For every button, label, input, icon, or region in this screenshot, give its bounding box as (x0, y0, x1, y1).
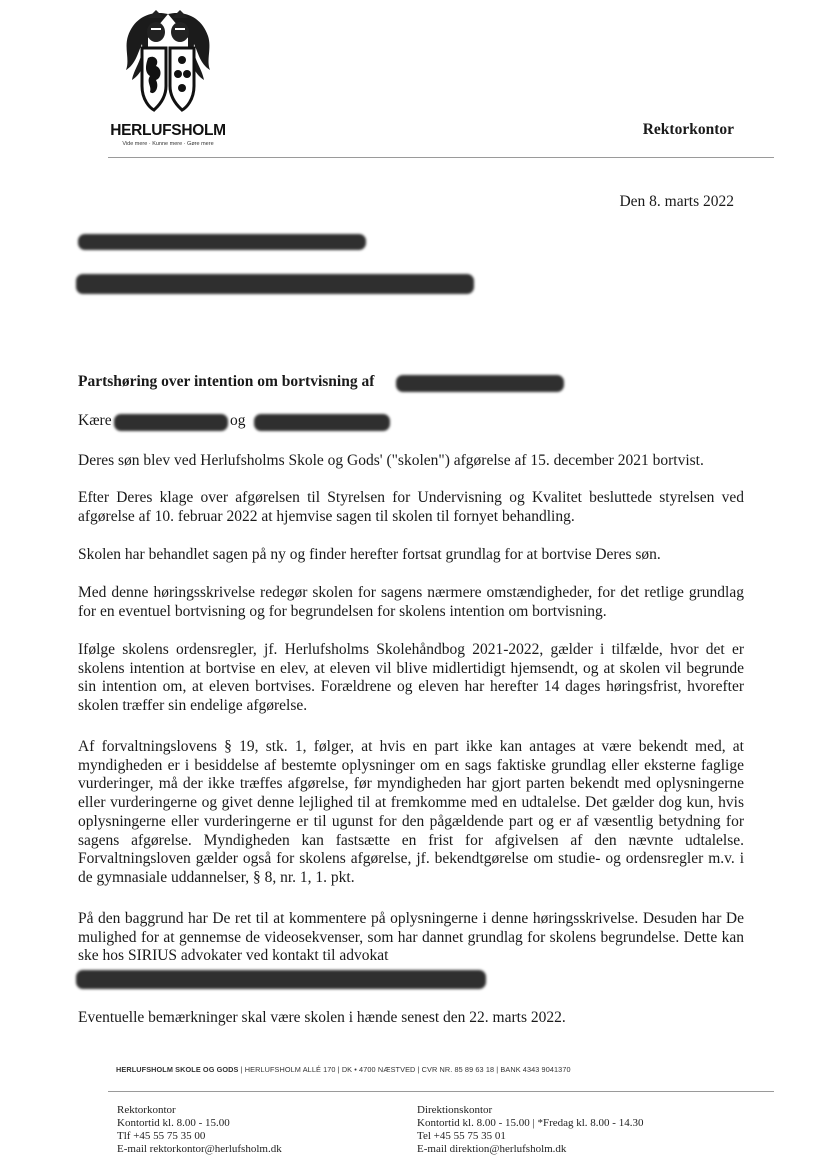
body-paragraph: Deres søn blev ved Herlufsholms Skole og Gods' ("skolen") afgørelse af 15. december 2021 bortvist. (78, 452, 704, 469)
school-logo (108, 8, 228, 148)
letter-date: Den 8. marts 2022 (619, 193, 734, 210)
contact-email: E-mail rektorkontor@herlufsholm.dk (117, 1143, 282, 1155)
body-paragraph: Ifølge skolens ordensregler, jf. Herlufsholms Skolehåndbog 2021-2022, gælder i tilfælde, hvor det er skolens intention at bortvise en elev, at eleven vil blive midlertidigt hjemsendt, og at skolen vil begrunde sin intention om, at eleven bortvises. Forældrene og eleven har herefter 14 dages høringsfrist, hvorefter skolen træffer sin endelige afgørelse. (78, 641, 744, 715)
brand-name: HERLUFSHOLM (110, 122, 226, 139)
letter-subject: Partshøring over intention om bortvisning af (78, 373, 375, 390)
office-title: Rektorkontor (642, 121, 734, 138)
contact-phone: Tel +45 55 75 35 01 (417, 1130, 506, 1142)
contact-direktionskontor (417, 1104, 643, 1156)
brand-tagline: Vide mere · Kunne mere · Gøre mere (122, 141, 214, 147)
contact-hours: Kontortid kl. 8.00 - 15.00 (117, 1117, 230, 1129)
body-paragraph: På den baggrund har De ret til at kommentere på oplysningerne i denne høringsskrivelse. Desuden har De mulighed for at gennemse de videosekvenser, som har dannet grundlag for skolens begrundelse. Dette kan ske hos SIRIUS advokater ved kontakt til advokat (78, 910, 744, 965)
coat-of-arms-icon (120, 8, 216, 118)
footer-divider (108, 1091, 774, 1092)
redacted-lawyer-name (76, 970, 486, 989)
footer-organization-line (116, 1065, 716, 1074)
header-divider (108, 157, 774, 158)
contact-rektorkontor (117, 1104, 282, 1156)
contact-title: Rektorkontor (117, 1104, 176, 1116)
greeting-prefix: Kære (78, 412, 112, 429)
contact-hours: Kontortid kl. 8.00 - 15.00 | *Fredag kl. 8.00 - 14.30 (417, 1117, 644, 1129)
redacted-recipient-address (76, 274, 474, 294)
contact-title: Direktionskontor (417, 1104, 493, 1116)
body-paragraph: Skolen har behandlet sagen på ny og finder herefter fortsat grundlag for at bortvise Deres søn. (78, 546, 661, 563)
closing-paragraph: Eventuelle bemærkninger skal være skolen i hænde senest den 22. marts 2022. (78, 1009, 566, 1026)
contact-phone: Tlf +45 55 75 35 00 (117, 1130, 206, 1142)
greeting-and: og (230, 412, 246, 429)
footer-org-name: HERLUFSHOLM SKOLE OG GODS (116, 1065, 239, 1074)
body-paragraph: Med denne høringsskrivelse redegør skolen for sagens nærmere omstændigheder, for det retlige grundlag for en eventuel bortvisning og for begrundelsen for skolens intention om bortvisning. (78, 584, 744, 620)
redacted-recipient-name (78, 234, 366, 250)
footer-org-details: | HERLUFSHOLM ALLÉ 170 | DK • 4700 NÆSTVED | CVR NR. 85 89 63 18 | BANK 4343 9041370 (238, 1065, 571, 1074)
greeting (78, 412, 246, 430)
contact-email: E-mail direktion@herlufsholm.dk (417, 1143, 567, 1155)
redacted-student-name (396, 375, 564, 392)
body-paragraph: Efter Deres klage over afgørelsen til Styrelsen for Undervisning og Kvalitet besluttede styrelsen ved afgørelse af 10. februar 2022 at hjemvise sagen til skolen til fornyet behandling. (78, 489, 744, 525)
redacted-parent-name-2 (254, 414, 390, 431)
body-paragraph: Af forvaltningslovens § 19, stk. 1, følger, at hvis en part ikke kan antages at være bekendt med, at myndigheden er i besiddelse af bestemte oplysninger om en sags faktiske grundlag eller eksterne faglige vurderinger, må der ikke træffes afgørelse, før myndigheden har gjort parten bekendt med oplysningerne eller vurderingerne og givet denne lejlighed til at fremkomme med en udtalelse. Det gælder dog kun, hvis oplysningerne eller vurderingerne er til ugunst for den pågældende part og er af væsentlig betydning for sagens afgørelse. Myndigheden kan fastsætte en frist for afgivelsen af den nævnte udtalelse. Forvaltningsloven gælder også for skolens afgørelse, jf. bekendtgørelse om studie- og ordensregler m.v. i de gymnasiale uddannelser, § 8, nr. 1, 1. pkt. (78, 738, 744, 886)
redacted-parent-name-1 (114, 414, 228, 431)
